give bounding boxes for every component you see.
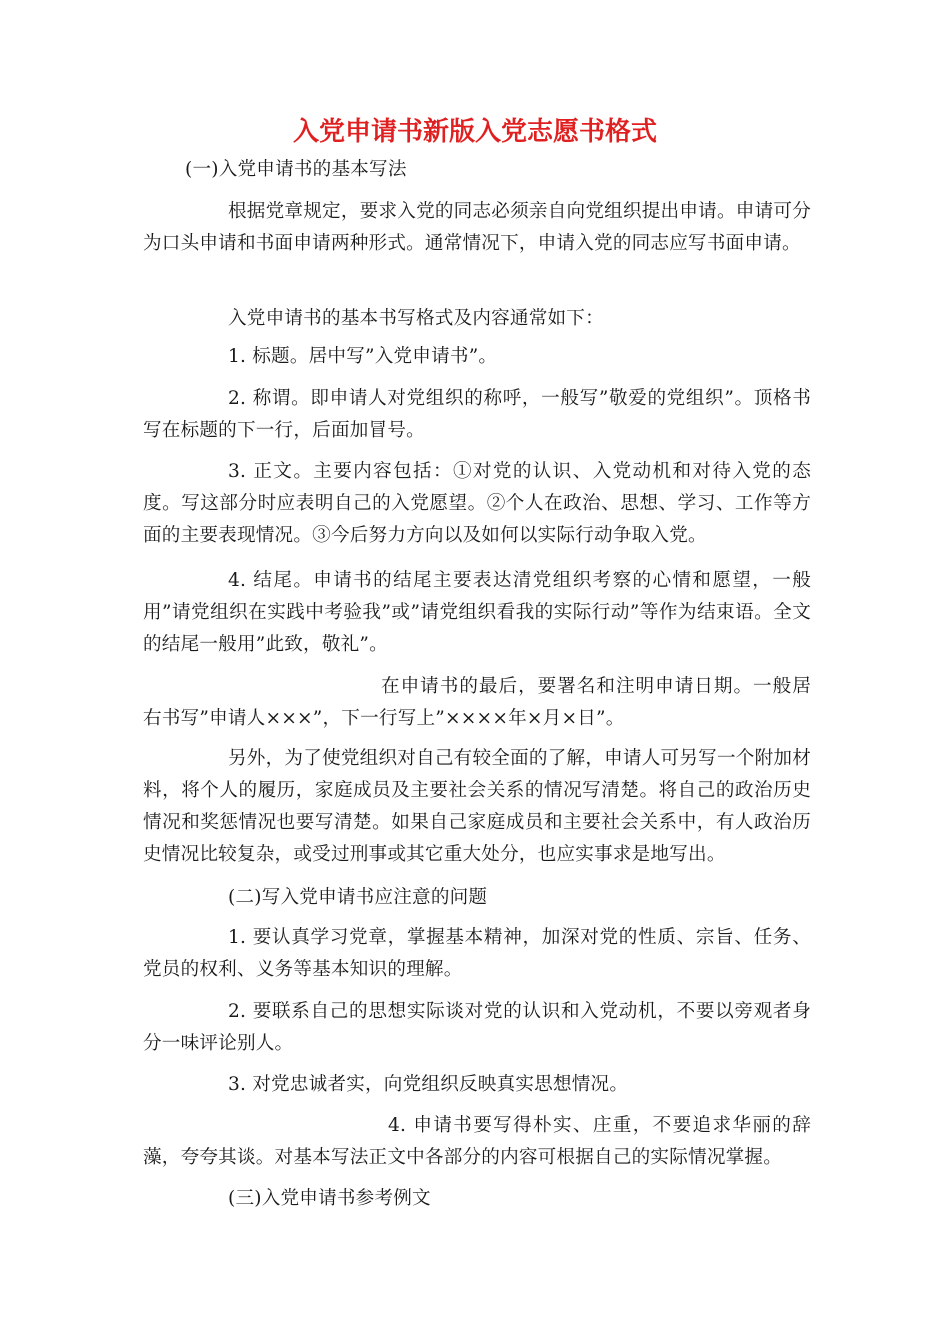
document-title: 入党申请书新版入党志愿书格式 bbox=[292, 117, 657, 147]
list-item-title: 1. 标题。居中写”入党申请书”。 bbox=[228, 346, 498, 367]
section-heading-2: (二)写入党申请书应注意的问题 bbox=[228, 887, 488, 908]
list-item-ending: 4. 结尾。申请书的结尾主要表达清党组织考察的心情和愿望，一般用”请党组织在实践中考验我”或”请党组织看我的实际行动”等作为结束语。全文的结尾一般用”此致，敬礼”。 bbox=[143, 570, 811, 655]
note-item-3: 3. 对党忠诚者实，向党组织反映真实思想情况。 bbox=[228, 1074, 629, 1095]
list-item-salutation: 2. 称谓。即申请人对党组织的称呼，一般写”敬爱的党组织”。顶格书写在标题的下一行，后面加冒号。 bbox=[143, 388, 811, 441]
paragraph-format-intro: 入党申请书的基本书写格式及内容通常如下： bbox=[228, 308, 604, 329]
section-heading-3: (三)入党申请书参考例文 bbox=[228, 1188, 431, 1209]
paragraph-signature: 在申请书的最后，要署名和注明申请日期。一般居右书写”申请人×××”，下一行写上”××××年×月×日”。 bbox=[143, 676, 811, 729]
paragraph-additional-material: 另外，为了使党组织对自己有较全面的了解，申请人可另写一个附加材料，将个人的履历，家庭成员及主要社会关系的情况写清楚。将自己的政治历史情况和奖惩情况也要写清楚。如果自己家庭成员和主要社会关系中，有人政治历史情况比较复杂，或受过刑事或其它重大处分，也应实事求是地写出。 bbox=[143, 748, 811, 865]
paragraph-application-overview: 根据党章规定，要求入党的同志必须亲自向党组织提出申请。申请可分为口头申请和书面申请两种形式。通常情况下，申请入党的同志应写书面申请。 bbox=[143, 201, 811, 254]
section-heading-1: (一)入党申请书的基本写法 bbox=[185, 159, 407, 180]
list-item-body: 3. 正文。主要内容包括：①对党的认识、入党动机和对待入党的态度。写这部分时应表明自己的入党愿望。②个人在政治、思想、学习、工作等方面的主要表现情况。③今后努力方向以及如何以实际行动争取入党。 bbox=[143, 461, 811, 546]
note-item-4: 4. 申请书要写得朴实、庄重，不要追求华丽的辞藻，夸夸其谈。对基本写法正文中各部分的内容可根据自己的实际情况掌握。 bbox=[143, 1115, 811, 1168]
note-item-1: 1. 要认真学习党章，掌握基本精神，加深对党的性质、宗旨、任务、党员的权利、义务等基本知识的理解。 bbox=[143, 927, 811, 980]
note-item-2: 2. 要联系自己的思想实际谈对党的认识和入党动机，不要以旁观者身分一味评论别人。 bbox=[143, 1001, 811, 1054]
